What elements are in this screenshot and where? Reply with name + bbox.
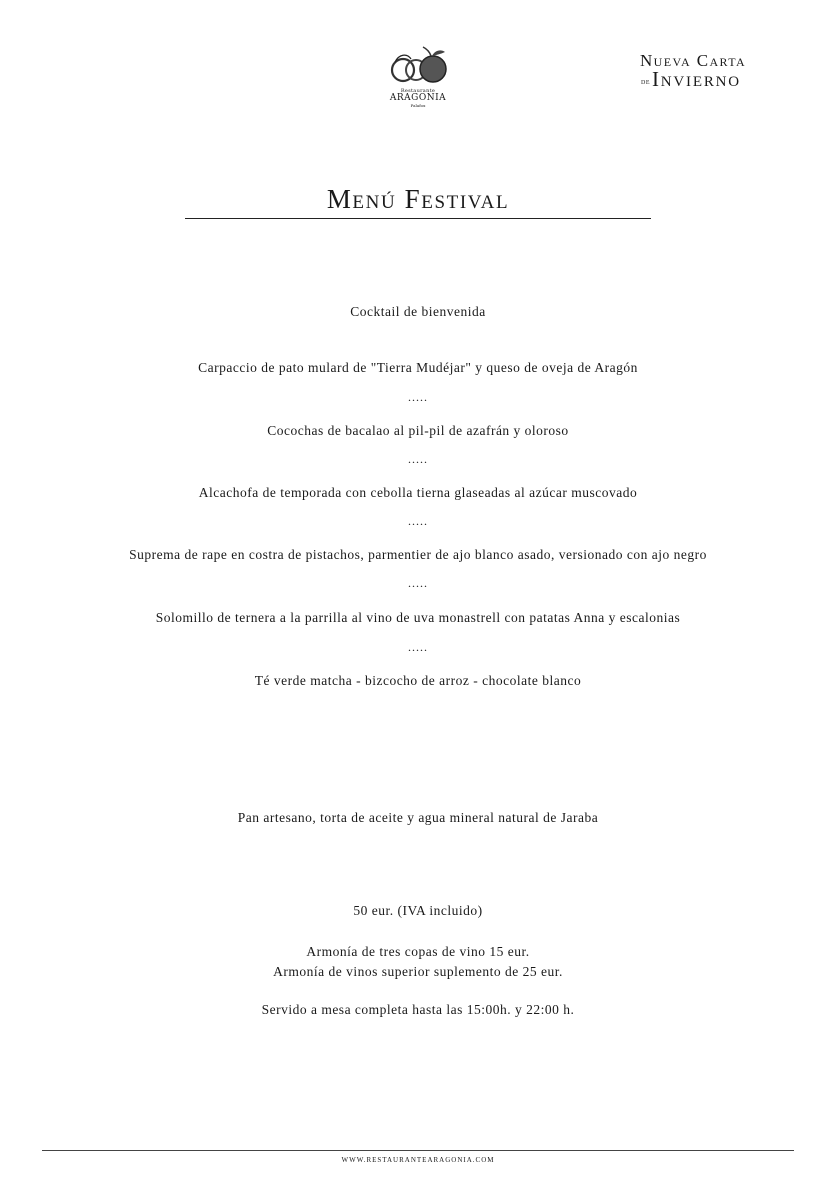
dish-6: Té verde matcha - bizcocho de arroz - chocolate blanco — [254, 673, 582, 688]
dish-4: Suprema de rape en costra de pistachos, parmentier de ajo blanco asado, versionado con ajo negro — [129, 547, 707, 562]
dish-separator: ..... — [408, 452, 428, 466]
logo-restaurante-text: Restaurante — [400, 88, 436, 94]
logo-aragonia-text: ARAGONIA — [389, 93, 447, 103]
wine-superior-line: Armonía de vinos superior suplemento de 25 eur. — [273, 964, 563, 979]
corner-title-de: de — [641, 77, 650, 86]
dish-separator: ..... — [408, 576, 428, 590]
price-line: 50 eur. (IVA incluido) — [353, 903, 483, 918]
dish-separator: ..... — [408, 640, 428, 654]
dish-1: Carpaccio de pato mulard de "Tierra Mudéjar" y queso de oveja de Aragón — [198, 360, 638, 375]
footer-website-link[interactable]: WWW.RESTAURANTEARAGONIA.COM — [341, 1156, 495, 1164]
menu-title: Menú Festival — [326, 184, 510, 214]
wine-pairing-line: Armonía de tres copas de vino 15 eur. — [306, 944, 530, 959]
corner-title-line1: Nueva Carta — [640, 51, 747, 70]
footer-divider — [42, 1150, 794, 1151]
dish-2: Cocochas de bacalao al pil-pil de azafrán y oloroso — [267, 423, 569, 438]
welcome-line: Cocktail de bienvenida — [350, 304, 486, 319]
bread-line: Pan artesano, torta de aceite y agua mineral natural de Jaraba — [237, 810, 599, 825]
service-hours-line: Servido a mesa completa hasta las 15:00h. y 22:00 h. — [261, 1002, 575, 1017]
dish-separator: ..... — [408, 514, 428, 528]
dish-5: Solomillo de ternera a la parrilla al vino de uva monastrell con patatas Anna y escalonias — [155, 610, 681, 625]
corner-title-line2: Invierno — [652, 67, 741, 91]
dish-separator: ..... — [408, 390, 428, 404]
logo-palafox-text: Palafox — [410, 103, 426, 108]
dish-3: Alcachofa de temporada con cebolla tierna glaseadas al azúcar muscovado — [198, 485, 638, 500]
